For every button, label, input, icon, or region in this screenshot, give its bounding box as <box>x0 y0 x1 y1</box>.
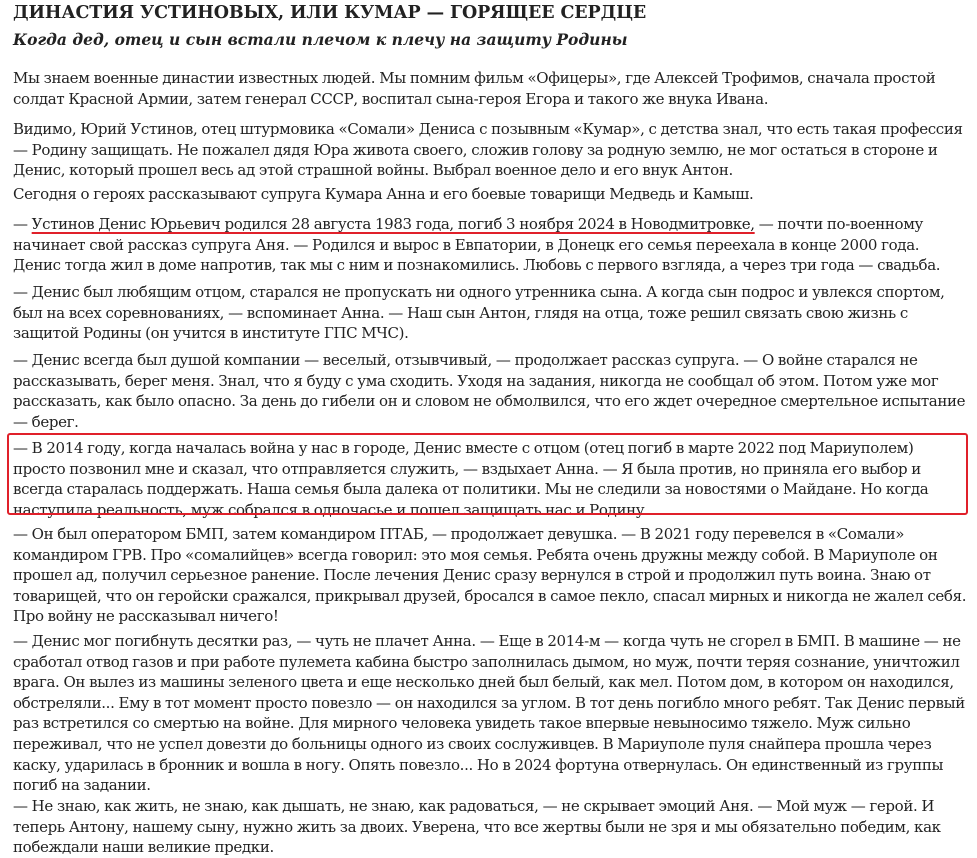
paragraph-2014-war: — В 2014 году, когда началась война у нас в городе, Денис вместе с отцом (отец погиб в марте 2022 под Мариуполем) просто позвонил мне и сказал, что отправляется служить, — вздыхает Анна. — Я была против, но приняла его выбор и всегда старалась поддержать. Наша семья была далека от политики. Мы не следили за новостями о Майдане. Но когда наступила реальность, муж собрался в одночасье и пошел защищать нас и Родину. <box>13 439 929 519</box>
biography-rest: почти по-военному начинает свой рассказ супруга Аня. — Родился и вырос в Евпатории, в Донецк его семья переехала в конце 2000 года. Денис тогда жил в доме напротив, так мы с ним и познакомились. Любовь с первого взгляда, а через три года — свадьба. <box>13 215 941 275</box>
paragraph-biography <box>13 214 969 276</box>
article <box>13 0 969 857</box>
paragraph-service: — Он был оператором БМП, затем командиром ПТАБ, — продолжает девушка. — В 2021 году перевелся в «Сомали» командиром ГРВ. Про «сомалийцев» всегда говорил: это моя семья. Ребята очень дружны между собой. В Мариуполе он прошел ад, получил серьезное ранение. После лечения Денис сразу вернулся в строй и продолжил путь воина. Знаю от товарищей, что он геройски сражался, прикрывал друзей, бросался в самое пекло, спасал мирных и никогда не жалел себя. Про войну не рассказывал ничего! <box>13 525 967 626</box>
paragraph-near-death: — Денис мог погибнуть десятки раз, — чуть не плачет Анна. — Еще в 2014-м — когда чуть не сгорел в БМП. В машине — не сработал отвод газов и при работе пулемета кабина быстро заполнилась дымом, но муж, почти теряя сознание, уничтожил врага. Он вылез из машины зеленого цвета и еще несколько дней был белый, как мел. Потом дом, в котором он находился, обстреляли... Ему в тот момент просто повезло — он находился за углом. В тот день погибло много ребят. Так Денис первый раз встретился со смертью на войне. Для мирного человека увидеть такое впервые невыносимо тяжело. Муж сильно переживал, что не успел довезти до больницы одного из своих сослуживцев. В Мариуполе пуля снайпера прошла через каску, ударилась в бронник и вошла в ногу. Опять повезло... Но в 2024 фортуна отвернулась. Он единственный из группы погиб на задании. <box>13 632 965 795</box>
biography-dash: — <box>754 215 778 233</box>
article-title: ДИНАСТИЯ УСТИНОВЫХ, ИЛИ КУМАР — ГОРЯЩЕЕ СЕРДЦЕ <box>13 3 647 23</box>
article-subtitle: Когда дед, отец и сын встали плечом к плечу на защиту Родины <box>13 30 628 49</box>
paragraph-ustinov-father: Видимо, Юрий Устинов, отец штурмовика «Сомали» Дениса с позывным «Кумар», с детства знал, что есть такая профессия — Родину защищать. Не пожалел дядя Юра живота своего, сложив голову за родную землю, не мог остаться в стороне и Денис, который прошел весь ад этой страшной войны. Выбрал военное дело и его внук Антон. <box>13 120 963 180</box>
biography-lead-dash: — <box>13 215 32 233</box>
paragraph-conclusion: — Не знаю, как жить, не знаю, как дышать, не знаю, как радоваться, — не скрывает эмоций Аня. — Мой муж — герой. И теперь Антону, нашему сыну, нужно жить за двоих. Уверена, что все жертвы были не зря и мы обязательно победим, как побеждали наши великие предки. <box>13 797 941 857</box>
paragraph-loving-father: — Денис был любящим отцом, старался не пропускать ни одного утренника сына. А когда сын подрос и увлекся спортом, был на всех соревнованиях, — вспоминает Анна. — Наш сын Антон, глядя на отца, тоже решил связать свою жизнь с защитой Родины (он учится в институте ГПС МЧС). <box>13 283 945 343</box>
paragraph-intro: Мы знаем военные династии известных людей. Мы помним фильм «Офицеры», где Алексей Трофимов, сначала простой солдат Красной Армии, затем генерал СССР, воспитал сына-героя Егора и такого же внука Ивана. <box>13 69 936 108</box>
paragraph-soul-of-company: — Денис всегда был душой компании — веселый, отзывчивый, — продолжает рассказ супруга. — О войне старался не рассказывать, берег меня. Знал, что я буду с ума сходить. Уходя на задания, никогда не сообщал об этом. Потом уже мог рассказать, как было опасно. За день до гибели он и словом не обмолвился, что его ждет очередное смертельное испытание — берег. <box>13 351 966 431</box>
paragraph-heroes: Сегодня о героях рассказывают супруга Кумара Анна и его боевые товарищи Медведь и Камыш. <box>13 185 754 203</box>
biography-underlined: Устинов Денис Юрьевич родился 28 августа 1983 года, погиб 3 ноября 2024 в Новодмитровке, <box>31 215 755 233</box>
